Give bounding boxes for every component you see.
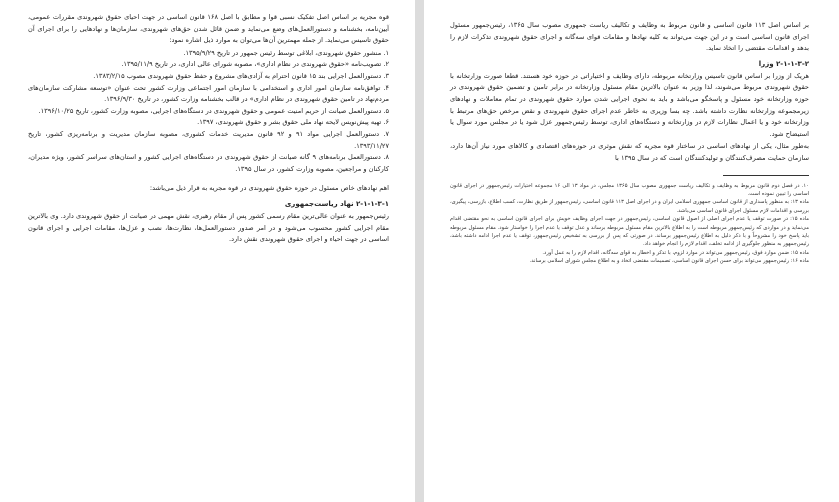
footnote: ماده ۱۶: رئیس‌جمهور می‌تواند برای حسن اجرای قانون اساسی، تصمیمات مقتضی اتخاذ و به اطلاع مجلس شورای اسلامی برساند. (529, 258, 809, 265)
section-heading: ۲-۱-۱-۳-۲ وزرا (758, 59, 809, 68)
footnote: ۱۰. در فصل دوم قانون مربوط به وظایف و تکالیف ریاست جمهوری مصوب سال ۱۳۶۵ مجلس، در مواد ۱۳ الی ۱۶ مجموعه اختیارات رئیس‌جمهور در اجرای قانون اساسی را تبیین نموده است. (450, 182, 809, 197)
body-paragraph: هریک از وزرا بر اساس قانون تاسیس وزارتخانه مربوطه، دارای وظایف و اختیاراتی در حوزه خود هستند. قطعا صورت وزارتخانه با حقوق شهروندی مربوط می‌شوند، لذا وزیر به عنوان بالاترین مقام مسئول وزارتخانه در برابر تامین و تضمین حقوق شهروندی در حوزه وزارتخانه خود مسئول و پاسخگو می‌باشد و باید به نحوی اجرایی شدن موارد حقوق شهروندی در تمام معاملات و نهادهای زیرمجموعه وزارتخانه نظارت داشته باشد. چه بسا وزیری به خاطر عدم اجرای حقوق شهروندی و نقض مرخص حق‌های مرتبط با وزارتخانه خود و یا اعمال نظارات لازم در وزارتخانه و دستگاه‌های اداری، توسط رئیس‌جمهور عزل شود یا در مجلس مورد سوال یا استیضاح شود. (450, 71, 809, 138)
footnote: ماده ۱۵: در صورت توقف یا عدم اجرای اصلی از اصول قانون اساسی، رئیس‌جمهور در جهت اجرای وظایف خویش برای اجرای قانون اساسی به نحو مقتضی اقدام می‌نماید و در مواردی که رئیس‌جمهور مربوطه است را به اطلاع بالاترین مقام مسئول مربوطه برساند و عدل توقف یا عدم اجرا را خواستار شود. مقام مسئول مربوطه باید پاسخ خود را مشروحاً و با ذکر دلیل به اطلاع رئیس‌جمهور برساند. در صورتی که پس از بررسی به تشخیص رئیس‌جمهور، توقف یا عدم اجرا ادامه داشته باشد، رئیس‌جمهور به منظور جلوگیری از ادامه تخلف، اقدام لازم را انجام خواهد داد. (450, 216, 809, 248)
spacer (28, 175, 389, 183)
institutions-intro: اهم نهادهای خاص مسئول در حوزه حقوق شهروندی در قوه مجریه به قرار ذیل می‌باشد: (149, 184, 389, 193)
list-item: ۴. توافق‌نامه سازمان امور اداری و استخدامی با سازمان امور اجتماعی وزارت کشور تحت عنوان «توسعه مشارکت سازمان‌های مردم‌نهاد در تامین حقوق شهروندی در نظام اداری» در قالب بخشنامه وزارت کشور، در تاریخ ۱۳۹۶/۹/۳۰. (28, 83, 389, 104)
list-item: ۳. دستورالعمل اجرایی بند ۱۵ قانون احترام به آزادی‌های مشروع و حفظ حقوق شهروندی مصوب ۱۳۸۳/۲/۱۵. (93, 71, 389, 80)
section-heading: ۲-۱-۱-۳-۱ نهاد ریاست‌جمهوری (284, 199, 389, 208)
example-paragraph: به‌طور مثال، یکی از نهادهای اساسی در ساختار قوه مجریه که نقش موثری در حوزه‌های اقتصادی و کالاهای مورد نیاز آن‌ها دارد، سازمان حمایت مصرف‌کنندگان و تولیدکنندگان است که در سال ۱۳۹۵ با (450, 142, 809, 162)
list-item: ۶. تهیه پیش‌نویس لایحه نهاد ملی حقوق بشر و حقوق شهروندی، ۱۳۹۷. (197, 118, 389, 127)
document-page-right (424, 0, 839, 502)
intro-paragraph: بر اساس اصل ۱۱۳ قانون اساسی و قانون مربوط به وظایف و تکالیف ریاست جمهوری مصوب سال ۱۳۶۵، رئیس‌جمهور مسئول اجرای قانون اساسی است و در این جهت می‌تواند به کلیه نهادها و مقامات قوای سه‌گانه و اجرای حقوق شهروندی تذکرات لازم را بدهد و اقدامات مقتضی را اتخاذ نماید. (450, 21, 809, 53)
document-page-left (0, 0, 415, 502)
closing-paragraph: رئیس‌جمهور به عنوان عالی‌ترین مقام رسمی کشور پس از مقام رهبری، نقش مهمی در صیانت از حقوق شهروندی دارد. وی بالاترین مقام اجرایی کشور محسوب می‌شود و در امر صدور دستورالعمل‌ها، نظارت‌ها، نصب و عزل‌ها، مقامات اجرایی و اجرای قانون اساسی در جهت احیاء و اجرای حقوق شهروندی نقش دارد. (28, 211, 389, 244)
list-item: ۵. دستورالعمل صیانت از حریم امنیت عمومی و حقوق شهروندی در دستگاه‌های اجرایی، مصوبه وزارت کشور، تاریخ ۱۳۹۶/۱۰/۲۵. (38, 106, 389, 115)
list-item: ۸. دستورالعمل برنامه‌های ۹ گانه صیانت از حقوق شهروندی در دستگاه‌های اجرایی کشور و استان‌های سراسر کشور، ویژه مدیران، کارکنان و مراجعین، مصوبه وزارت کشور، در سال ۱۳۹۵. (28, 153, 389, 173)
intro-paragraph: قوه مجریه بر اساس اصل تفکیک نسبی قوا و مطابق با اصل ۱۶۸ قانون اساسی در جهت احیای حقوق شهروندی مقررات عمومی، آیین‌نامه، بخشنامه و دستورالعمل‌های وضع می‌نماید و ضمن قائل شدن حق‌های شهروندی، سازمان‌ها و نهادهایی را برای اجرای آن حقوق تاسیس می‌نماید. از جمله مهمترین آن‌ها می‌توان به موارد ذیل اشاره نمود: (28, 13, 390, 45)
footnote: ماده ۱۵: ضمن موارد فوق، رئیس‌جمهور می‌تواند در موارد لزوم، با تذکر و اخطار به قوای سه‌گانه، اقدام لازم را به عمل آورد. (542, 249, 809, 256)
list-item: ۱. منشور حقوق شهروندی، ابلاغی توسط رئیس جمهور در تاریخ ۱۳۹۵/۹/۲۹. (183, 48, 389, 57)
list-item: ۷. دستورالعمل اجرایی مواد ۹۱ و ۹۲ قانون مدیریت خدمات کشوری، مصوبه سازمان مدیریت و برنامه‌ریزی کشور، تاریخ ۱۳۹۳/۱۱/۲۷. (28, 129, 389, 150)
footnote: ماده ۱۳: به منظور پاسداری از قانون اساسی جمهوری اسلامی ایران و در اجرای اصل ۱۱۳ قانون اساسی، رئیس‌جمهور از طریق نظارت، کسب اطلاع، بازرسی، پیگیری، بررسی و اقدامات لازم مسئول اجرای قانون اساسی می‌باشد. (450, 199, 809, 214)
list-item: ۲. تصویب‌نامه «حقوق شهروندی در نظام اداری»، مصوبه شورای عالی اداری، در تاریخ ۱۳۹۵/۱۱/۹. (121, 60, 389, 69)
footnote-divider (723, 175, 809, 176)
